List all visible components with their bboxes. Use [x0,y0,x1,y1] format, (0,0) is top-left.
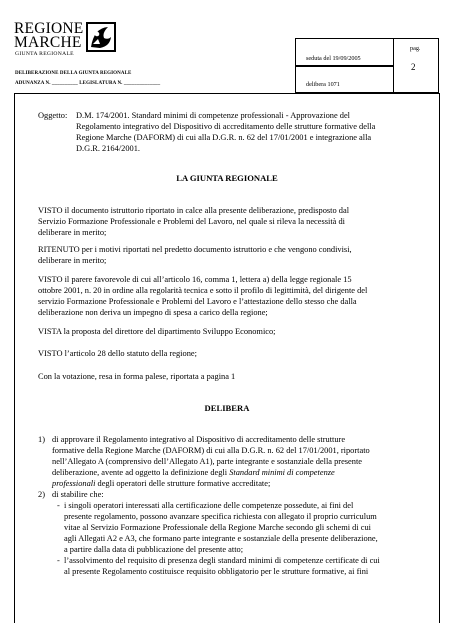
logo-subtitle: GIUNTA REGIONALE [15,51,74,57]
right-margin-rule [439,93,440,623]
giunta-heading: LA GIUNTA REGIONALE [176,173,278,183]
paragraph-votazione: Con la votazione, resa in forma palese, riportata a pagina 1 [38,372,236,381]
logo-wordmark-line2: MARCHE [14,34,82,51]
sub-item-2-dash: - [57,556,60,565]
seduta-date: seduta del 19/09/2005 [306,55,361,62]
paragraph-visto-parere: VISTO il parere favorevole di cui all’articolo 16, comma 1, lettera a) della legge regionale 15 ottobre 2001, n. 20 in ordine alla regolarità tecnica e sotto il profilo di legittimità, del dirigente del servizio Formazione Professionale e Problemi del Lavoro e l’attestazione dello stesso che dalla deliberazione non deriva un impegno di spesa a carico della regione; [38,275,368,317]
left-margin-rule [14,93,15,623]
logo-wordmark-line1: REGIONE [14,20,84,37]
regione-marche-emblem-icon [86,22,116,52]
page-number: 2 [411,62,416,72]
oggetto-text: D.M. 174/2001. Standard minimi di competenze professionali - Approvazione del Regolamento integrativo del Dispositivo di accreditamento delle strutture formative della Regione Marche (DAFORM) di cui alla D.G.R. n. 62 del 17/01/2001 e integrazione alla D.G.R. 2164/2001. [76,111,376,153]
deliberazione-label: DELIBERAZIONE DELLA GIUNTA REGIONALE [15,71,132,76]
paragraph-ritenuto: RITENUTO per i motivi riportati nel predetto documento istruttorio e che vengono condivisi, deliberare in merito; [38,245,352,265]
paragraph-visto-documento: VISTO il documento istruttorio riportato in calce alla presente deliberazione, predisposto dal Servizio Formazione Professionale e Problemi del Lavoro, nel quale si rileva la necessità di deliberare in merito; [38,206,350,237]
sub-item-1-dash: - [57,501,60,510]
list-item-1-number: 1) [38,435,45,444]
delibera-box [295,66,394,93]
paragraph-visto-articolo: VISTO l’articolo 28 dello statuto della regione; [38,349,197,358]
sub-item-2: l’assolvimento del requisito di presenza degli standard minimi di competenze certificate di cui al presente Regolamento costituisce requisito obbligatorio per le strutture formative, ai fini [64,556,380,576]
list-item-2-number: 2) [38,490,45,499]
adunanza-label: ADUNANZA N. __________ LEGISLATURA N. ______________ [15,81,161,86]
page-number-box [393,38,439,93]
delibera-number: delibera 1071 [306,81,340,88]
seduta-box [295,38,394,66]
list-item-1: di approvare il Regolamento integrativo al Dispositivo di accreditamento delle strutture formative della Regione Marche (DAFORM) di cui alla D.G.R. n. 62 del 17/01/2001, riportato nell’Allegato A (comprensivo dell’Allegato A1), parte integrante e sostanziale della presente deliberazione, avente ad oggetto la definizione degli Standard minimi di competenze professionali degli operatori delle strutture formative accreditate; [52,435,370,488]
header-divider [14,93,440,94]
paragraph-vista-proposta: VISTA la proposta del direttore del dipartimento Sviluppo Economico; [38,327,276,336]
page-label: pag. [410,45,421,52]
sub-item-1: i singoli operatori interessati alla certificazione delle competenze possedute, ai fini del presente regolamento, possono avanzare specifica richiesta con allegato il proprio curriculum vitae al Servizio Formazione Professionale della Regione Marche secondo gli schemi di cui agli Allegati A2 e A3, che formano parte integrante e sostanziale della presente deliberazione, a partire dalla data di pubblicazione del presente atto; [64,501,378,554]
oggetto-label: Oggetto: [38,111,68,120]
delibera-heading: DELIBERA [204,403,250,413]
list-item-2-text: di stabilire che: [52,490,104,499]
